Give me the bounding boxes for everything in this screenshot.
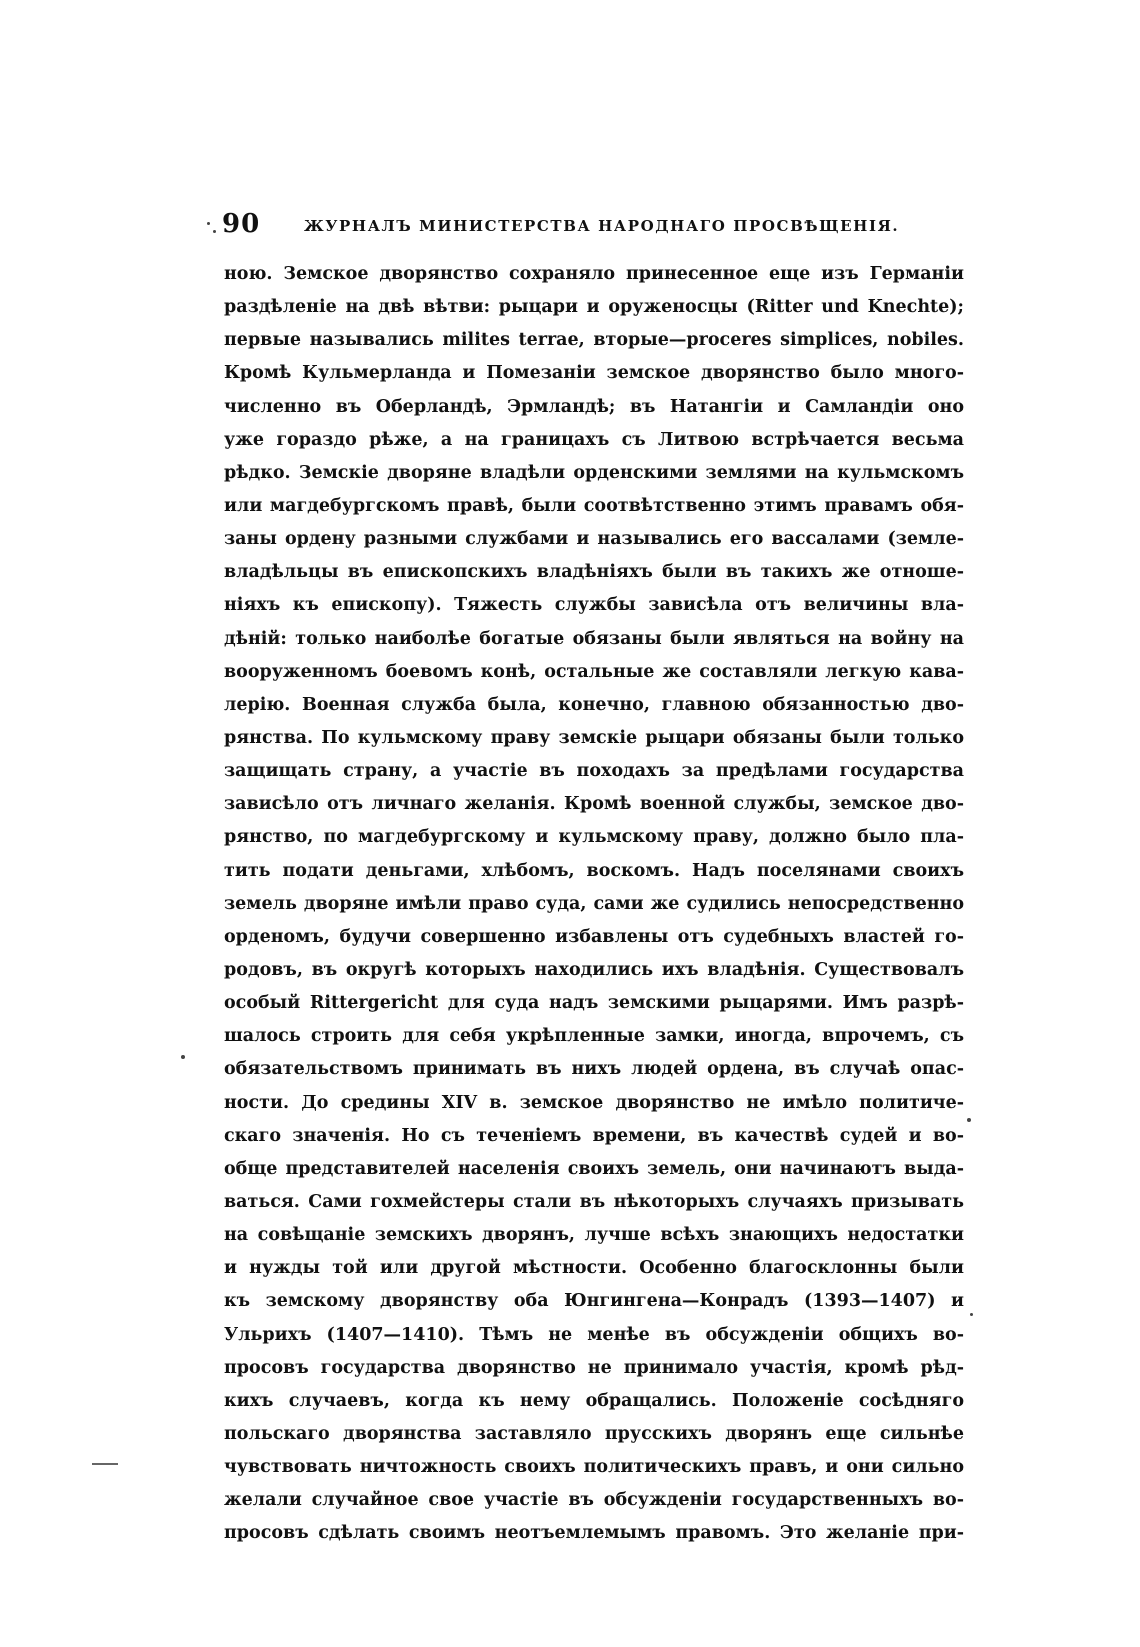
scan-speck [967,1118,971,1122]
text-line: просовъ сдѣлать своимъ неотъемлемымъ правомъ. Это желаніе при- [224,1523,964,1544]
text-line: чувствовать ничтожность своихъ политическихъ правъ, и они сильно [224,1457,964,1478]
text-line: орденомъ, будучи совершенно избавлены отъ судебныхъ властей го- [224,926,964,947]
text-line: Кромѣ Кульмерланда и Помезаніи земское дворянство было много- [224,363,964,384]
text-line: защищать страну, а участіе въ походахъ за предѣлами государства [224,761,964,782]
scan-speck [181,1055,185,1059]
text-line: Ульрихъ (1407—1410). Тѣмъ не менѣе въ обсужденіи общихъ во- [224,1324,964,1345]
text-line: шалось строить для себя укрѣпленные замки, иногда, впрочемъ, съ [224,1026,964,1047]
text-line: зависѣло отъ личнаго желанія. Кромѣ военной службы, земское дво- [224,794,964,815]
text-line: скаго значенія. Но съ теченіемъ времени, въ качествѣ судей и во- [224,1125,964,1146]
text-line: раздѣленіе на двѣ вѣтви: рыцари и оруженосцы (Ritter und Knechte); [224,297,964,318]
text-line: желали случайное свое участіе въ обсужденіи государственныхъ во- [224,1490,964,1511]
text-line: уже гораздо рѣже, а на границахъ съ Литвою встрѣчается весьма [224,429,964,450]
scan-speck [207,222,210,225]
scan-speck [213,230,216,233]
text-line: или магдебургскомъ правѣ, были соотвѣтственно этимъ правамъ обя- [224,495,964,516]
text-line: особый Rittergericht для суда надъ земскими рыцарями. Имъ разрѣ- [224,993,964,1014]
text-line: первые назывались milites terrae, вторые—proceres simplices, nobiles. [224,330,964,351]
text-line: къ земскому дворянству оба Юнгингена—Конрадъ (1393—1407) и [224,1291,964,1312]
text-line: родовъ, въ округѣ которыхъ находились ихъ владѣнія. Существовалъ [224,959,964,980]
text-line: численно въ Оберландѣ, Эрмландѣ; въ Натангіи и Самландіи оно [224,396,964,417]
text-line: просовъ государства дворянство не принимало участія, кромѣ рѣд- [224,1357,964,1378]
text-line: вооруженномъ боевомъ конѣ, остальные же составляли легкую кава- [224,661,964,682]
text-line: ваться. Сами гохмейстеры стали въ нѣкоторыхъ случаяхъ призывать [224,1191,964,1212]
text-line: тить подати деньгами, хлѣбомъ, воскомъ. Надъ поселянами своихъ [224,860,964,881]
text-line: польскаго дворянства заставляло прусскихъ дворянъ еще сильнѣе [224,1423,964,1444]
scan-dash-mark [92,1463,118,1465]
text-line: и нужды той или другой мѣстности. Особенно благосклонны были [224,1258,964,1279]
text-line: ніяхъ къ епископу). Тяжесть службы зависѣла отъ величины вла- [224,595,964,616]
text-line: заны ордену разными службами и назывались его вассалами (земле- [224,529,964,550]
text-line: обязательствомъ принимать въ нихъ людей ордена, въ случаѣ опас- [224,1059,964,1080]
text-line: на совѣщаніе земскихъ дворянъ, лучше всѣхъ знающихъ недостатки [224,1225,964,1246]
text-line: рѣдко. Земскіе дворяне владѣли орденскими землями на кульмскомъ [224,462,964,483]
text-line: лерію. Военная служба была, конечно, главною обязанностью дво- [224,694,964,715]
text-line: ности. До средины XIV в. земское дворянство не имѣло политиче- [224,1092,964,1113]
page-header [222,209,942,245]
text-line: кихъ случаевъ, когда къ нему обращались. Положеніе сосѣдняго [224,1390,964,1411]
text-line: владѣльцы въ епископскихъ владѣніяхъ были въ такихъ же отноше- [224,562,964,583]
text-line: рянство, по магдебургскому и кульмскому праву, должно было пла- [224,827,964,848]
text-line: рянства. По кульмскому праву земскіе рыцари обязаны были только [224,727,964,748]
text-line: дѣній: только наиболѣе богатые обязаны были являться на войну на [224,628,964,649]
page-number: 90 [222,209,261,239]
text-line: ною. Земское дворянство сохраняло принесенное еще изъ Германіи [224,264,964,284]
text-line: земель дворяне имѣли право суда, сами же судились непосредственно [224,893,964,914]
scan-speck [970,1313,973,1316]
body-text [224,258,964,1550]
running-head: ЖУРНАЛЪ МИНИСТЕРСТВА НАРОДНАГО ПРОСВѢЩЕНІЯ. [304,217,900,235]
text-line: обще представителей населенія своихъ земель, они начинаютъ выда- [224,1158,964,1179]
